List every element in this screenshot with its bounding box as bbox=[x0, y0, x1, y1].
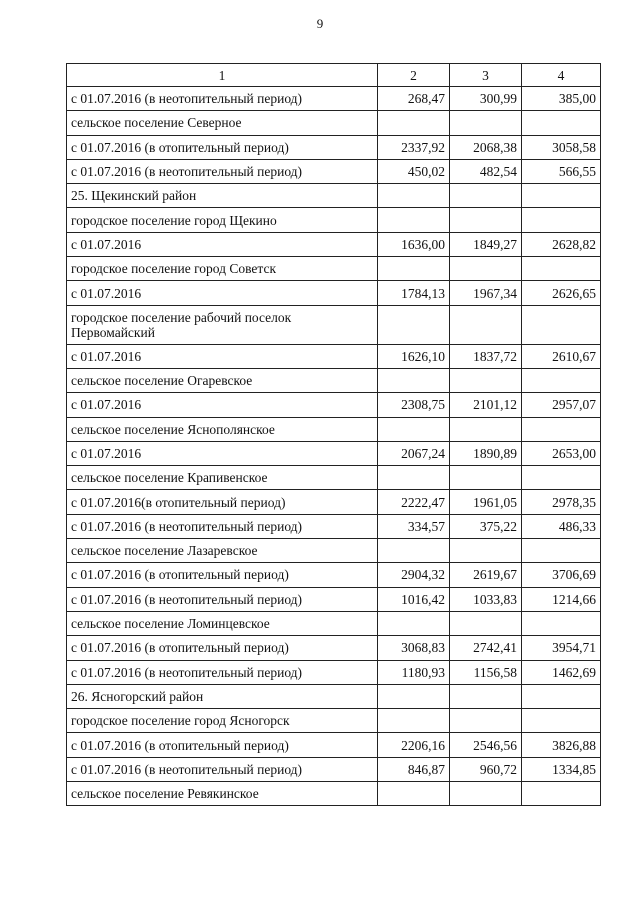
value-cell-col3: 960,72 bbox=[450, 757, 522, 781]
value-cell-col2: 2222,47 bbox=[378, 490, 450, 514]
row-label: с 01.07.2016 (в отопительный период) bbox=[67, 733, 378, 757]
table-row bbox=[67, 660, 601, 684]
table-row bbox=[67, 587, 601, 611]
value-cell-col2 bbox=[378, 611, 450, 635]
row-label: с 01.07.2016 bbox=[67, 281, 378, 305]
value-cell-col3 bbox=[450, 208, 522, 232]
value-cell-col4 bbox=[522, 539, 601, 563]
value-cell-col4: 2610,67 bbox=[522, 344, 601, 368]
value-cell-col2: 450,02 bbox=[378, 159, 450, 183]
row-label: с 01.07.2016 (в отопительный период) bbox=[67, 135, 378, 159]
value-cell-col2 bbox=[378, 184, 450, 208]
value-cell-col4: 1214,66 bbox=[522, 587, 601, 611]
row-label: сельское поселение Северное bbox=[67, 111, 378, 135]
value-cell-col2: 1784,13 bbox=[378, 281, 450, 305]
table-row bbox=[67, 757, 601, 781]
value-cell-col3 bbox=[450, 782, 522, 806]
value-cell-col2: 3068,83 bbox=[378, 636, 450, 660]
value-cell-col4: 2957,07 bbox=[522, 393, 601, 417]
table-row bbox=[67, 344, 601, 368]
table-row bbox=[67, 111, 601, 135]
table-header-row bbox=[67, 64, 601, 87]
value-cell-col3: 2101,12 bbox=[450, 393, 522, 417]
table-row bbox=[67, 281, 601, 305]
row-label: с 01.07.2016 bbox=[67, 393, 378, 417]
table-row bbox=[67, 684, 601, 708]
value-cell-col2 bbox=[378, 709, 450, 733]
value-cell-col2: 2337,92 bbox=[378, 135, 450, 159]
value-cell-col3 bbox=[450, 417, 522, 441]
value-cell-col3: 1837,72 bbox=[450, 344, 522, 368]
value-cell-col3: 1033,83 bbox=[450, 587, 522, 611]
table-row bbox=[67, 782, 601, 806]
table-row bbox=[67, 257, 601, 281]
table-row bbox=[67, 514, 601, 538]
value-cell-col4: 2628,82 bbox=[522, 232, 601, 256]
value-cell-col4: 385,00 bbox=[522, 87, 601, 111]
row-label: 25. Щекинский район bbox=[67, 184, 378, 208]
value-cell-col4 bbox=[522, 208, 601, 232]
value-cell-col4: 3058,58 bbox=[522, 135, 601, 159]
value-cell-col2 bbox=[378, 684, 450, 708]
value-cell-col3 bbox=[450, 539, 522, 563]
table-row bbox=[67, 563, 601, 587]
row-label: с 01.07.2016 bbox=[67, 232, 378, 256]
value-cell-col4 bbox=[522, 709, 601, 733]
value-cell-col4: 486,33 bbox=[522, 514, 601, 538]
table-row bbox=[67, 368, 601, 392]
value-cell-col2: 268,47 bbox=[378, 87, 450, 111]
value-cell-col4: 566,55 bbox=[522, 159, 601, 183]
value-cell-col2 bbox=[378, 417, 450, 441]
column-header: 2 bbox=[378, 64, 450, 87]
row-label: с 01.07.2016 (в отопительный период) bbox=[67, 563, 378, 587]
value-cell-col3: 1961,05 bbox=[450, 490, 522, 514]
value-cell-col3: 1156,58 bbox=[450, 660, 522, 684]
value-cell-col3: 1890,89 bbox=[450, 441, 522, 465]
value-cell-col2 bbox=[378, 782, 450, 806]
value-cell-col2: 846,87 bbox=[378, 757, 450, 781]
value-cell-col3: 482,54 bbox=[450, 159, 522, 183]
value-cell-col3: 300,99 bbox=[450, 87, 522, 111]
value-cell-col3 bbox=[450, 111, 522, 135]
value-cell-col3 bbox=[450, 184, 522, 208]
table-row bbox=[67, 441, 601, 465]
value-cell-col3: 2742,41 bbox=[450, 636, 522, 660]
row-label: с 01.07.2016 (в неотопительный период) bbox=[67, 757, 378, 781]
value-cell-col2: 2067,24 bbox=[378, 441, 450, 465]
row-label: городское поселение рабочий поселок Первомайский bbox=[67, 305, 378, 344]
row-label: с 01.07.2016 (в неотопительный период) bbox=[67, 159, 378, 183]
table-row bbox=[67, 305, 601, 344]
table-row bbox=[67, 611, 601, 635]
value-cell-col3 bbox=[450, 466, 522, 490]
row-label: с 01.07.2016 bbox=[67, 344, 378, 368]
table-row bbox=[67, 417, 601, 441]
value-cell-col2: 334,57 bbox=[378, 514, 450, 538]
value-cell-col2: 1180,93 bbox=[378, 660, 450, 684]
table-row bbox=[67, 733, 601, 757]
value-cell-col4 bbox=[522, 111, 601, 135]
value-cell-col3 bbox=[450, 611, 522, 635]
table-row bbox=[67, 393, 601, 417]
value-cell-col2 bbox=[378, 111, 450, 135]
value-cell-col4 bbox=[522, 305, 601, 344]
tariff-table bbox=[66, 63, 601, 806]
value-cell-col4: 2626,65 bbox=[522, 281, 601, 305]
row-label: с 01.07.2016 (в неотопительный период) bbox=[67, 587, 378, 611]
value-cell-col4 bbox=[522, 611, 601, 635]
value-cell-col2: 1636,00 bbox=[378, 232, 450, 256]
value-cell-col3: 1967,34 bbox=[450, 281, 522, 305]
value-cell-col3 bbox=[450, 257, 522, 281]
value-cell-col4: 1462,69 bbox=[522, 660, 601, 684]
value-cell-col2: 1016,42 bbox=[378, 587, 450, 611]
value-cell-col4 bbox=[522, 184, 601, 208]
table-row bbox=[67, 709, 601, 733]
row-label: с 01.07.2016 (в неотопительный период) bbox=[67, 87, 378, 111]
row-label: с 01.07.2016(в отопительный период) bbox=[67, 490, 378, 514]
value-cell-col4 bbox=[522, 466, 601, 490]
value-cell-col4 bbox=[522, 684, 601, 708]
column-header: 1 bbox=[67, 64, 378, 87]
column-header: 4 bbox=[522, 64, 601, 87]
table-row bbox=[67, 208, 601, 232]
table-row bbox=[67, 184, 601, 208]
value-cell-col4: 2978,35 bbox=[522, 490, 601, 514]
row-label: с 01.07.2016 (в отопительный период) bbox=[67, 636, 378, 660]
row-label: сельское поселение Крапивенское bbox=[67, 466, 378, 490]
value-cell-col4: 1334,85 bbox=[522, 757, 601, 781]
value-cell-col3: 1849,27 bbox=[450, 232, 522, 256]
value-cell-col2: 2308,75 bbox=[378, 393, 450, 417]
value-cell-col4 bbox=[522, 417, 601, 441]
table-row bbox=[67, 135, 601, 159]
value-cell-col3 bbox=[450, 305, 522, 344]
value-cell-col2: 1626,10 bbox=[378, 344, 450, 368]
table-row bbox=[67, 87, 601, 111]
page-number: 9 bbox=[316, 16, 324, 31]
row-label: сельское поселение Лазаревское bbox=[67, 539, 378, 563]
value-cell-col2 bbox=[378, 208, 450, 232]
value-cell-col3 bbox=[450, 684, 522, 708]
value-cell-col4: 3706,69 bbox=[522, 563, 601, 587]
row-label: сельское поселение Ревякинское bbox=[67, 782, 378, 806]
value-cell-col3 bbox=[450, 709, 522, 733]
value-cell-col2: 2904,32 bbox=[378, 563, 450, 587]
column-header: 3 bbox=[450, 64, 522, 87]
value-cell-col3: 2619,67 bbox=[450, 563, 522, 587]
value-cell-col4 bbox=[522, 368, 601, 392]
row-label: с 01.07.2016 (в неотопительный период) bbox=[67, 660, 378, 684]
row-label: сельское поселение Яснополянское bbox=[67, 417, 378, 441]
value-cell-col4: 2653,00 bbox=[522, 441, 601, 465]
row-label: сельское поселение Ломинцевское bbox=[67, 611, 378, 635]
value-cell-col3 bbox=[450, 368, 522, 392]
value-cell-col2 bbox=[378, 368, 450, 392]
value-cell-col2 bbox=[378, 539, 450, 563]
value-cell-col3: 2546,56 bbox=[450, 733, 522, 757]
row-label: городское поселение город Щекино bbox=[67, 208, 378, 232]
value-cell-col2 bbox=[378, 257, 450, 281]
value-cell-col2: 2206,16 bbox=[378, 733, 450, 757]
row-label: городское поселение город Советск bbox=[67, 257, 378, 281]
row-label: с 01.07.2016 bbox=[67, 441, 378, 465]
table-row bbox=[67, 159, 601, 183]
value-cell-col2 bbox=[378, 305, 450, 344]
row-label: с 01.07.2016 (в неотопительный период) bbox=[67, 514, 378, 538]
value-cell-col2 bbox=[378, 466, 450, 490]
table-row bbox=[67, 490, 601, 514]
table-row bbox=[67, 539, 601, 563]
value-cell-col4: 3826,88 bbox=[522, 733, 601, 757]
row-label: 26. Ясногорский район bbox=[67, 684, 378, 708]
table-row bbox=[67, 232, 601, 256]
table-row bbox=[67, 636, 601, 660]
value-cell-col3: 2068,38 bbox=[450, 135, 522, 159]
row-label: сельское поселение Огаревское bbox=[67, 368, 378, 392]
value-cell-col4 bbox=[522, 782, 601, 806]
value-cell-col3: 375,22 bbox=[450, 514, 522, 538]
value-cell-col4 bbox=[522, 257, 601, 281]
row-label: городское поселение город Ясногорск bbox=[67, 709, 378, 733]
table-row bbox=[67, 466, 601, 490]
value-cell-col4: 3954,71 bbox=[522, 636, 601, 660]
